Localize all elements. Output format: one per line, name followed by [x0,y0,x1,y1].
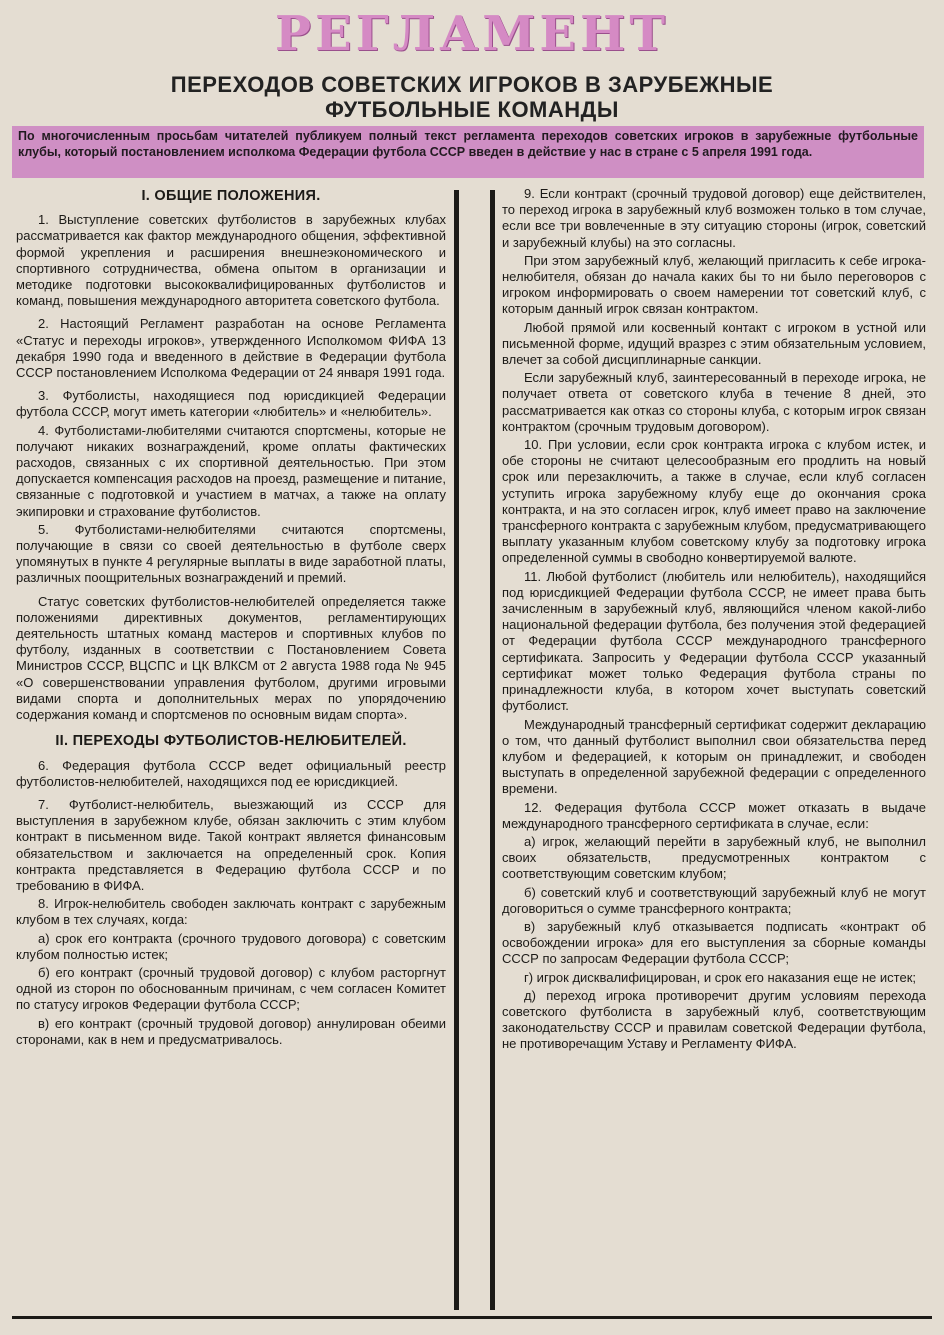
article-paragraph: Статус советских футболистов-нелюбителей определяется также положениями директивных документов, регламентирующих деятельность штатных команд мастеров и спортивных клубов по футболу, изданных в соответствии с Постановлением Совета Министров СССР, ВЦСПС и ЦК ВЛКСМ от 2 августа 1988 года № 945 «О совершенствовании управления футболом, другими игровыми видами спорта и дополнительных мерах по упорядочению содержания команд и спортсменов по основным видам спорта». [16,593,446,723]
headline: РЕГЛАМЕНТ [274,6,670,62]
article-paragraph: 2. Настоящий Регламент разработан на основе Регламента «Статус и переходы игроков», утвержденного Исполкомом ФИФА 13 декабря 1990 года и введенного в действие в Федерации футбола СССР постановлением Исполкома Федерации от 24 января 1991 года. [16,316,446,381]
article-paragraph: б) советский клуб и соответствующий зарубежный клуб не могут договориться о сумме трансферного контракта; [502,884,926,916]
left-column [16,186,446,1310]
article-paragraph: 4. Футболистами-любителями считаются спортсмены, которые не получают никаких вознаграждений, кроме оплаты фактических расходов, связанных с их спортивной деятельностью. При этом допускается компенсация расходов на проезд, размещение и питание, связанные с подготовкой и участием в матчах, а также на оплату экипировки и страхование футболистов. [16,422,446,519]
article-paragraph: 8. Игрок-нелюбитель свободен заключать контракт с зарубежным клубом в тех случаях, когда: [16,896,446,928]
article-paragraph: 9. Если контракт (срочный трудовой договор) еще действителен, то переход игрока в зарубежный клуб возможен только в том случае, если все три вовлеченные в эту ситуацию стороны (игрок, советский и зарубежный клубы) на это согласны. [502,186,926,250]
article-paragraph: 6. Федерация футбола СССР ведет официальный реестр футболистов-нелюбителей, находящихся под ее юрисдикцией. [16,757,446,789]
article-paragraph: 11. Любой футболист (любитель или нелюбитель), находящийся под юрисдикцией Федерации футбола СССР, не имеет права быть зачисленным в зарубежный клуб, являющийся членом какой-либо национальной федерации футбола, без получения этой федерацией от Федерации футбола СССР международного трансферного сертификата. Запросить у Федерации футбола СССР указанный сертификат может только Федерация футбола страны по принадлежности клуба, в котором хочет выступать советский футболист. [502,568,926,714]
article-paragraph: г) игрок дисквалифицирован, и срок его наказания еще не истек; [524,969,916,985]
article-paragraph: 12. Федерация футбола СССР может отказать в выдаче международного трансферного сертификата в случае, если: [502,799,926,831]
lead-paragraph: По многочисленным просьбам читателей публикуем полный текст регламента переходов советских игроков в зарубежные футбольные клубы, который постановлением исполкома Федерации футбола СССР введен в действие у нас в стране с 5 апреля 1991 года. [12,126,924,178]
article-paragraph: в) зарубежный клуб отказывается подписать «контракт об освобождении игрока» для его выступления за сборные команды СССР по запросам Федерации футбола СССР; [502,918,926,967]
right-column [502,186,926,1310]
article-paragraph: Если зарубежный клуб, заинтересованный в переходе игрока, не получает ответа от советского клуба в течение 8 дней, это рассматривается как отказ со стороны клуба, с которым игрок связан контрактом (срочным трудовым договором). [502,370,926,434]
article-paragraph: Международный трансферный сертификат содержит декларацию о том, что данный футболист выполнил свои обязательства перед клубом и федерацией, к которым он принадлежит, и свободен выступать в определенной зарубежной федерации с определенного времени. [502,716,926,797]
subheadline [60,72,884,122]
article-paragraph: 7. Футболист-нелюбитель, выезжающий из СССР для выступления в зарубежном клубе, обязан заключить с этим клубом контракт в письменном виде. Такой контракт является финансовым обязательством и заключается на определенный срок. Копия контракта представляется в Федерацию футбола СССР и по требованию в ФИФА. [16,796,446,893]
article-paragraph: в) его контракт (срочный трудовой договор) аннулирован обеими сторонами, как в нем и предусматривалось. [16,1015,446,1047]
article-paragraph: б) его контракт (срочный трудовой договор) с клубом расторгнут одной из сторон по обоснованным причинам, с чем согласен Комитет по статусу игроков Федерации футбола СССР; [16,964,446,1013]
section-2-title: II. ПЕРЕХОДЫ ФУТБОЛИСТОВ-НЕЛЮБИТЕЛЕЙ. [55,733,407,750]
article-paragraph: а) игрок, желающий перейти в зарубежный клуб, не выполнил своих обязательств, предусмотренных контрактом с соответствующим советским клубом; [502,833,926,882]
subheadline-line-2: ФУТБОЛЬНЫЕ КОМАНДЫ [325,97,619,122]
article-paragraph: д) переход игрока противоречит другим условиям перехода советского футболиста в зарубежный клуб, соответствующим законодательству СССР и правилам советской Федерации футбола, не противоречащим Уставу и Регламенту ФИФА. [502,987,926,1052]
article-paragraph: а) срок его контракта (срочного трудового договора) с советским клубом полностью истек; [16,930,446,962]
article-paragraph: 5. Футболистами-нелюбителями считаются спортсмены, получающие в связи со своей деятельностью в футболе сверх упомянутых в пункте 4 регулярные выплаты в виде заработной платы, различных поощрительных вознаграждений и премий. [16,521,446,586]
article-paragraph: 10. При условии, если срок контракта игрока с клубом истек, и обе стороны не считают целесообразным его продлить на новый срок или перезаключить, а также в случае, если клуб согласен уступить игрока зарубежному клубу еще до окончания срока контракта, и на это согласен игрок, клуб имеет право на заключение трансферного контракта с зарубежным клубом, предусматривающего выплату указанным клубом советскому клубу за подготовку игрока определенной суммы в свободно конвертируемой валюте. [502,437,926,566]
article-paragraph: Любой прямой или косвенный контакт с игроком в устной или письменной форме, идущий вразрез с этим обязательным условием, влечет за собой дисциплинарные санкции. [502,319,926,368]
article-paragraph: 3. Футболисты, находящиеся под юрисдикцией Федерации футбола СССР, могут иметь категории «любитель» и «нелюбитель». [16,388,446,420]
bottom-rule [12,1316,932,1319]
article-paragraph: 1. Выступление советских футболистов в зарубежных клубах рассматривается как фактор международного общения, эффективной формой укрепления и расширения внешнеэкономического и спортивного сотрудничества, обмена опытом в организации и методике подготовки высококвалифицированных футболистов и команд, повышения международного авторитета советского футбола. [16,212,446,309]
column-divider-left [454,190,459,1310]
article-paragraph: При этом зарубежный клуб, желающий пригласить к себе игрока-нелюбителя, обязан до начала каких бы то ни было переговоров с игроком информировать о своем намерении тот советский клуб, с которым данный игрок связан контрактом. [502,252,926,317]
section-1-title: I. ОБЩИЕ ПОЛОЖЕНИЯ. [141,188,321,204]
subheadline-line-1: ПЕРЕХОДОВ СОВЕТСКИХ ИГРОКОВ В ЗАРУБЕЖНЫЕ [170,72,774,97]
column-divider-right [490,190,495,1310]
